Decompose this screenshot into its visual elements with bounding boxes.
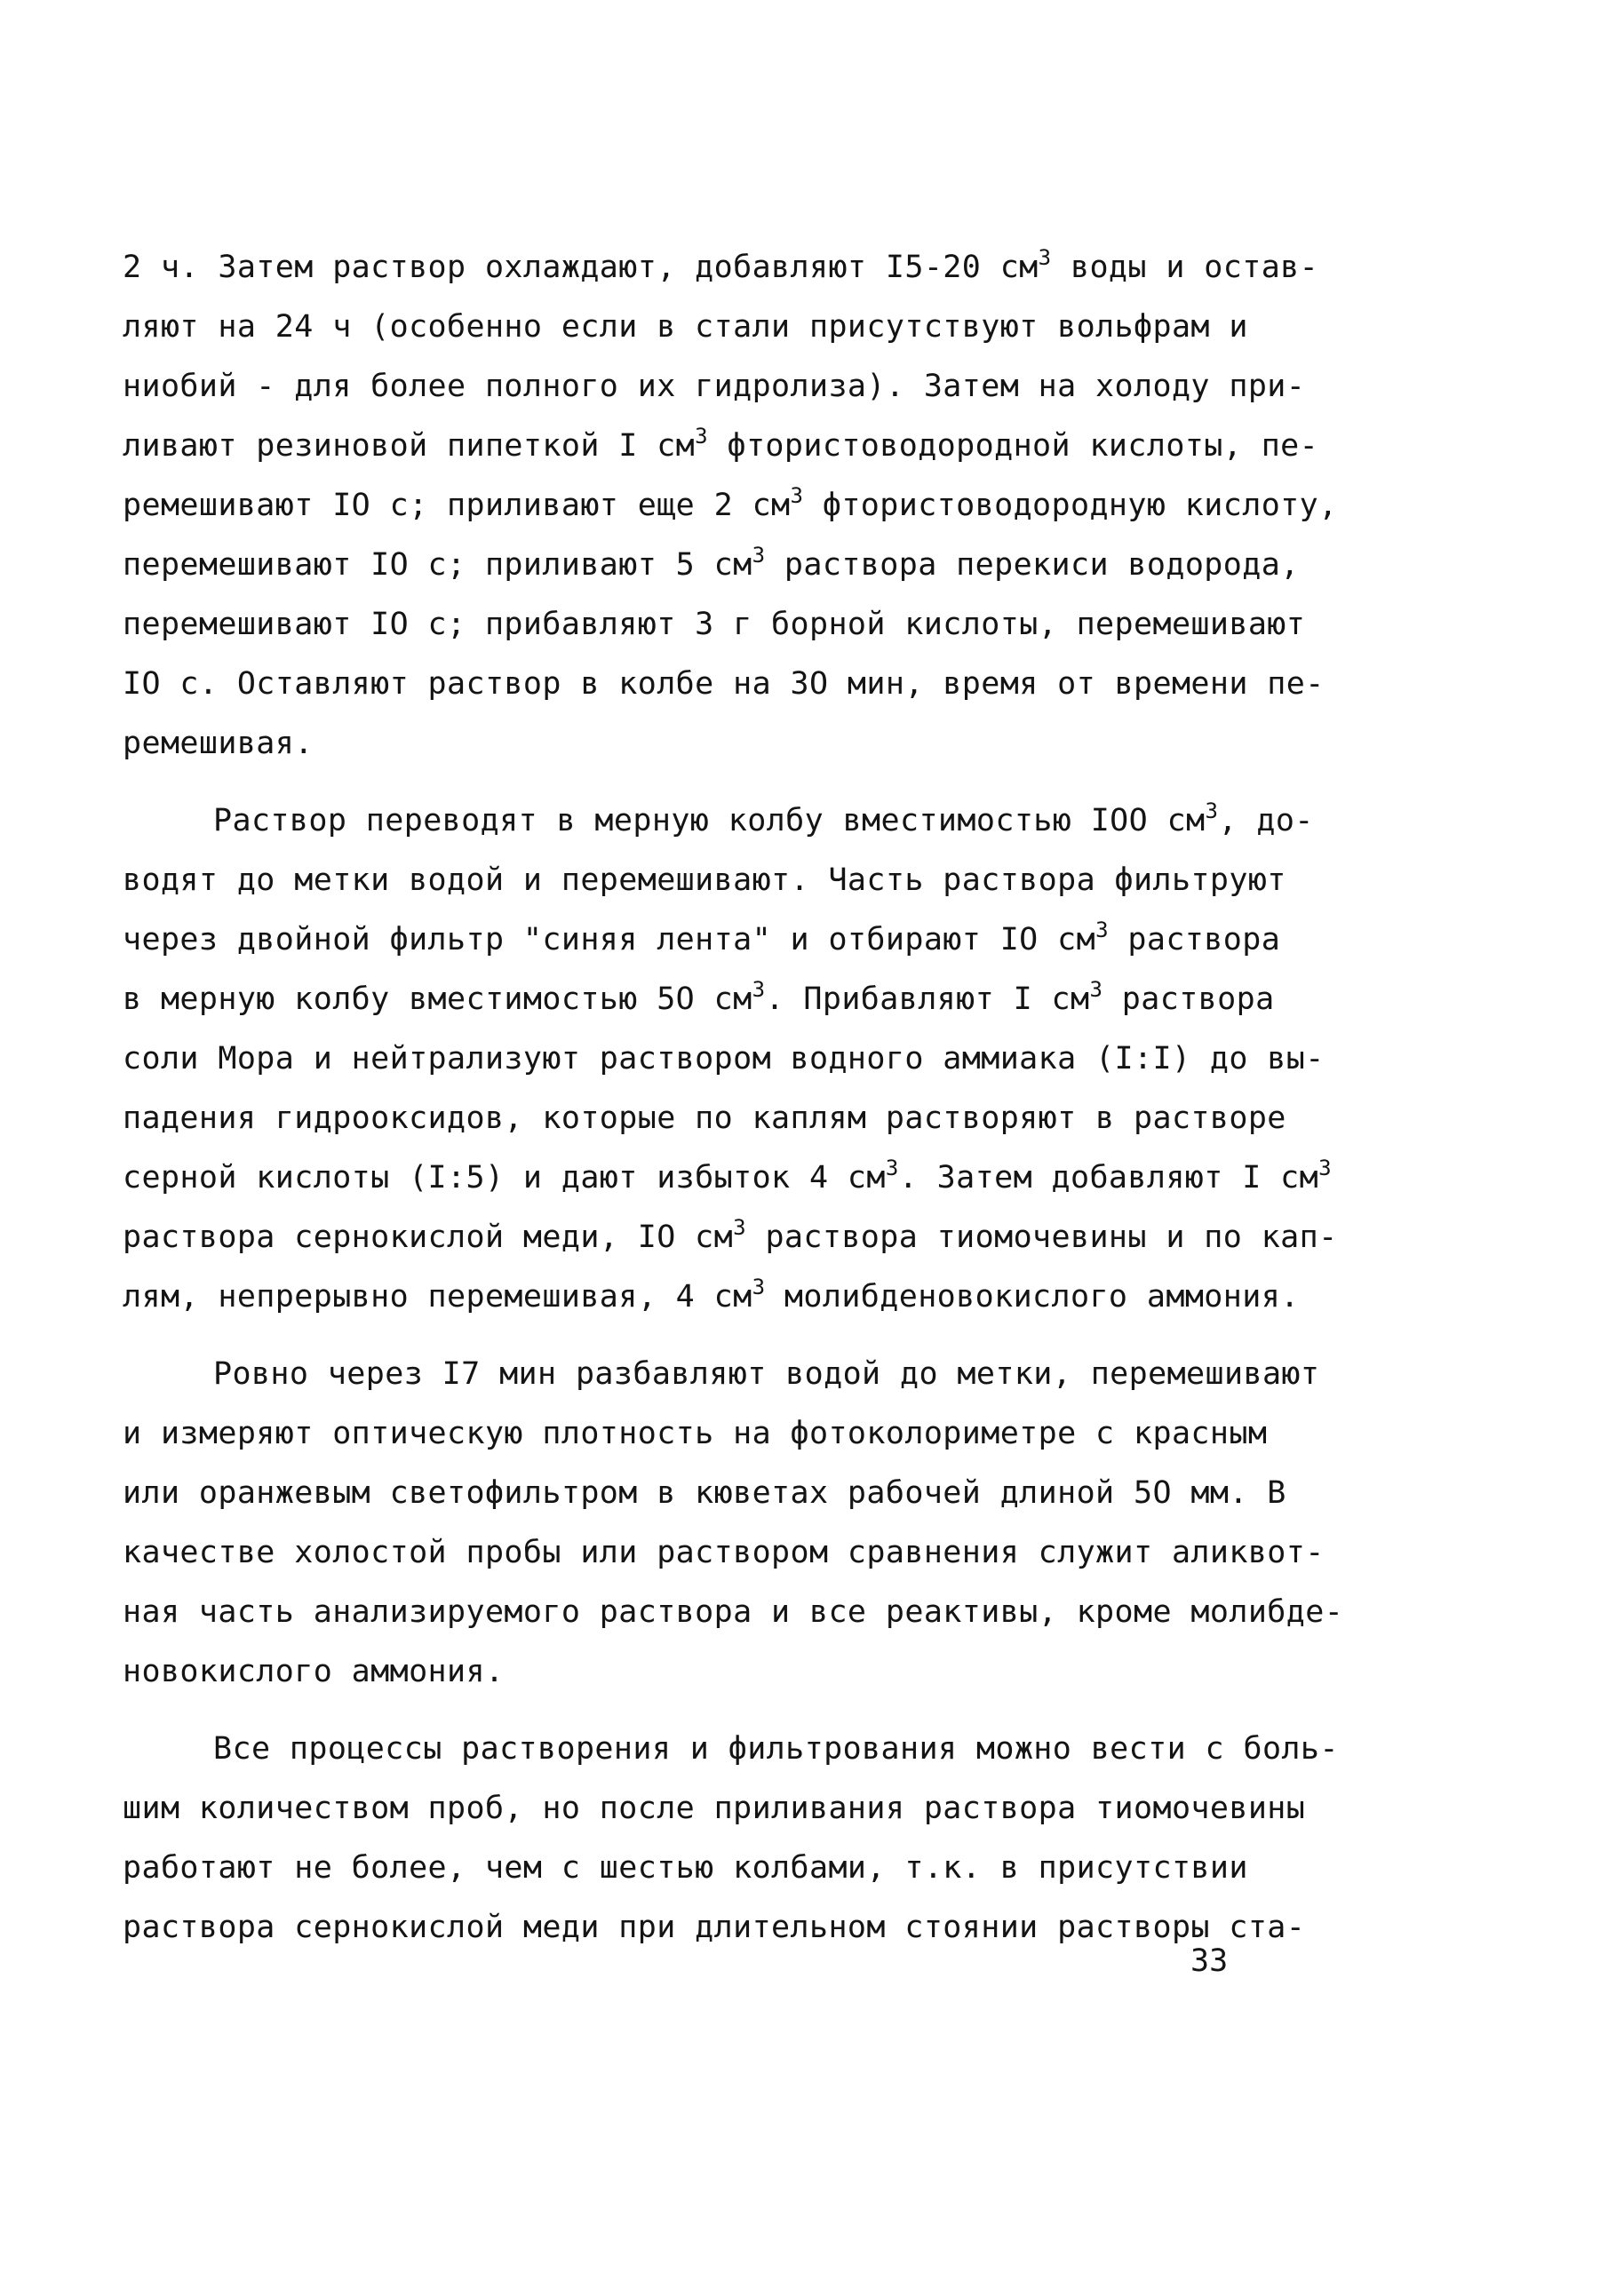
text-line [123,1642,1295,1702]
superscript: 3 [695,424,709,449]
body-text [123,238,1344,1958]
text-segment: ремешивая. [123,726,314,761]
superscript: 3 [752,543,766,568]
text-segment: Раствор переводят в мерную колбу вместимостью IOO см [213,803,1206,838]
text-segment: или оранжевым светофильтром в кюветах рабочей длиной 5O мм. В [123,1475,1286,1511]
superscript: 3 [1205,798,1219,823]
text-segment: раствора сернокислой меди, IO см [123,1220,734,1255]
text-line [123,1779,1306,1839]
text-line [123,1029,1325,1089]
text-line [123,1523,1325,1583]
text-segment: и измеряют оптическую плотность на фотоколориметре с красным [123,1416,1268,1451]
text-segment: , до- [1218,803,1314,838]
text-line [123,1089,1295,1148]
text-segment: шим количеством проб, но после приливания раствора тиомочевины [123,1791,1306,1826]
text-segment: ниобий - для более полного их гидролиза). Затем на холоду при- [123,369,1306,404]
text-segment: . Затем добавляют I см [898,1160,1319,1196]
text-segment: соли Мора и нейтрализуют раствором водного аммиака (I:I) до вы- [123,1041,1325,1076]
text-segment: раствора сернокислой меди при длительном стоянии растворы ста- [123,1910,1306,1945]
text-segment: новокислого аммония. [123,1654,505,1689]
text-segment: . Прибавляют I см [765,981,1090,1017]
superscript: 3 [1095,918,1109,942]
text-segment: серной кислоты (I:5) и дают избыток 4 см [123,1160,886,1196]
paragraph [123,1720,1339,1958]
superscript: 3 [790,483,804,508]
text-segment: водят до метки водой и перемешивают. Часть раствора фильтруют [123,862,1286,898]
text-line [123,357,1306,417]
text-segment: ливают резиновой пипеткой I см [123,428,696,464]
text-line [123,655,1325,714]
text-segment: фтористоводородной кислоты, пе- [708,428,1319,464]
text-segment: перемешивают IO с; приливают 5 см [123,547,752,583]
text-segment: ремешивают IO с; приливают еще 2 см [123,488,791,523]
text-segment: Ровно через I7 мин разбавляют водой до метки, перемешивают [213,1356,1320,1392]
paragraph-gap [123,1327,1295,1345]
text-segment: раствора [1103,981,1275,1017]
text-line [123,970,1295,1029]
text-segment: падения гидрооксидов, которые по каплям растворяют в растворе [123,1100,1286,1136]
text-line [123,714,1295,774]
text-segment: в мерную колбу вместимостью 5O см [123,981,752,1017]
page-number: 33 [1190,1943,1229,1979]
text-segment: ная часть анализируемого раствора и все реактивы, кроме молибде- [123,1594,1344,1630]
text-line [123,476,1338,536]
superscript: 3 [1089,977,1103,1002]
text-segment: молибденовокислого аммония. [765,1279,1300,1315]
text-line [123,1404,1295,1464]
text-segment: 2 ч. Затем раствор охлаждают, добавляют I5-20 см [123,250,1039,285]
text-line [123,1208,1338,1267]
superscript: 3 [752,1275,766,1299]
text-line [123,536,1300,595]
paragraph [123,791,1338,1327]
text-segment: лям, непрерывно перемешивая, 4 см [123,1279,752,1315]
superscript: 3 [885,1156,899,1180]
text-line [123,1464,1295,1523]
text-segment: ляют на 24 ч (особенно если в стали присутствуют вольфрам и [123,309,1248,345]
text-segment: через двойной фильтр "синяя лента" и отбирают IO см [123,922,1096,957]
text-segment: воды и остав- [1051,250,1319,285]
text-line [123,238,1319,298]
paragraph [123,1345,1344,1702]
text-segment: качестве холостой пробы или раствором сравнения служит аликвот- [123,1535,1325,1570]
paragraph [123,238,1338,774]
text-line [123,910,1295,970]
text-line [123,1148,1332,1208]
text-segment: перемешивают IO с; прибавляют 3 г борной кислоты, перемешивают [123,607,1306,642]
text-segment: раствора тиомочевины и по кап- [745,1220,1338,1255]
paragraph-gap [123,1702,1295,1720]
text-line [123,595,1306,655]
text-line [123,1720,1339,1779]
text-line [123,791,1314,851]
text-segment: раствора перекиси водорода, [765,547,1300,583]
text-segment: раствора [1108,922,1281,957]
text-line [123,1898,1306,1958]
text-line [123,1345,1320,1404]
text-line [123,298,1295,357]
superscript: 3 [1318,1156,1332,1180]
text-segment: IO с. Оставляют раствор в колбе на 3O мин, время от времени пе- [123,666,1325,702]
text-segment: Все процессы растворения и фильтрования можно вести с боль- [213,1731,1339,1767]
text-line [123,851,1295,910]
superscript: 3 [733,1215,746,1240]
text-line [123,1583,1344,1642]
text-segment: работают не более, чем с шестью колбами, т.к. в присутствии [123,1850,1248,1886]
paragraph-gap [123,774,1295,791]
superscript: 3 [752,977,766,1002]
text-line [123,1267,1300,1327]
text-line [123,1839,1295,1898]
text-line [123,417,1319,476]
text-segment: фтористоводородную кислоту, [803,488,1338,523]
superscript: 3 [1038,245,1052,270]
